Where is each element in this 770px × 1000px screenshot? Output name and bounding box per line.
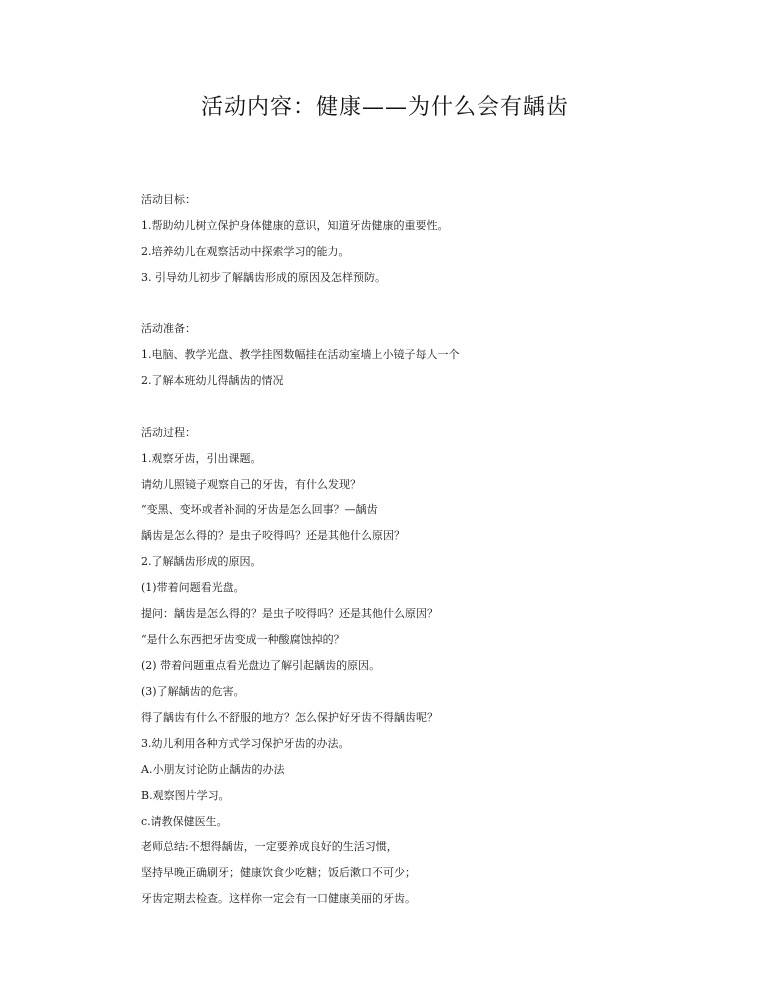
process-line-12: 3.幼儿利用各种方式学习保护牙齿的办法。: [141, 737, 350, 750]
process-line-9: (2) 带着问题重点看光盘边了解引起龋齿的原因。: [141, 659, 381, 672]
process-line-16: 老师总结:不想得龋齿，一定要养成良好的生活习惯，: [141, 840, 398, 853]
goal-item-1: 1.帮助幼儿树立保护身体健康的意识，知道牙齿健康的重要性。: [141, 219, 449, 232]
process-line-2: 请幼儿照镜子观察自己的牙齿，有什么发现？: [141, 478, 361, 491]
process-line-7: 提问：龋齿是怎么得的？是虫子咬得吗？还是其他什么原因？: [141, 607, 438, 620]
process-line-15: c.请教保健医生。: [141, 815, 228, 828]
goals-heading: 活动目标：: [141, 193, 196, 206]
process-line-5: 2.了解龋齿形成的原因。: [141, 555, 262, 568]
process-line-10: (3)了解龋齿的危害。: [141, 685, 245, 698]
process-line-6: (1)带着问题看光盘。: [141, 581, 245, 594]
process-line-13: A.小朋友讨论防止龋齿的办法: [141, 763, 285, 776]
prep-item-1: 1.电脑、教学光盘、教学挂图数幅挂在活动室墙上小镜子每人一个: [141, 348, 460, 361]
page-title: 活动内容：健康——为什么会有龋齿: [200, 95, 569, 120]
goal-item-2: 2.培养幼儿在观察活动中探索学习的能力。: [141, 245, 350, 258]
goal-item-3: 3. 引导幼儿初步了解龋齿形成的原因及怎样预防。: [141, 271, 386, 284]
process-line-18: 牙齿定期去检查。这样你一定会有一口健康美丽的牙齿。: [141, 892, 416, 905]
process-line-14: B.观察图片学习。: [141, 789, 230, 802]
process-line-1: 1.观察牙齿，引出课题。: [141, 452, 262, 465]
process-line-4: 龋齿是怎么得的？是虫子咬得吗？还是其他什么原因？: [141, 529, 405, 542]
prep-heading: 活动准备：: [141, 322, 196, 335]
process-line-3: “变黑、变坏或者补洞的牙齿是怎么回事？—龋齿: [141, 503, 378, 516]
process-heading: 活动过程：: [141, 426, 196, 439]
process-line-11: 得了龋齿有什么不舒服的地方？怎么保护好牙齿不得龋齿呢？: [141, 711, 438, 724]
process-line-8: “是什么东西把牙齿变成一种酸腐蚀掉的？: [141, 633, 345, 646]
process-line-17: 坚持早晚正确刷牙；健康饮食少吃糖；饭后漱口不可少；: [141, 866, 416, 879]
prep-item-2: 2.了解本班幼儿得龋齿的情况: [141, 374, 284, 387]
